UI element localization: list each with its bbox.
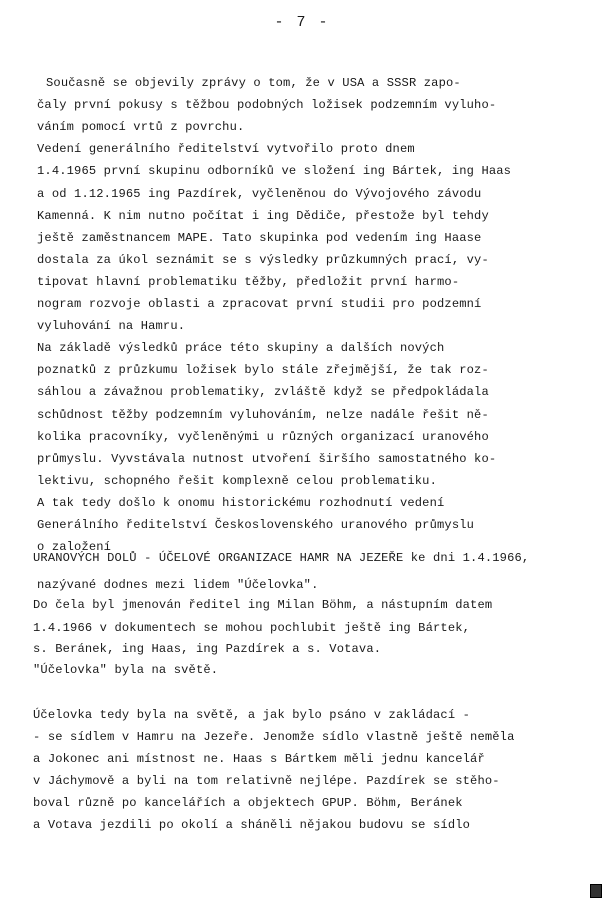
text-line: s. Beránek, ing Haas, ing Pazdírek a s. Votava. — [33, 642, 382, 656]
text-line: a Votava jezdili po okolí a sháněli nějakou budovu se sídlo — [33, 818, 471, 832]
text-line: - se sídlem v Hamru na Jezeře. Jenomže sídlo vlastně ještě neměla — [33, 730, 515, 744]
text-line: lektivu, schopného řešit komplexně celou problematiku. — [37, 473, 438, 488]
text-line: "Účelovka" byla na světě. — [33, 663, 219, 677]
text-line: URANOVÝCH DOLŮ - ÚČELOVÉ ORGANIZACE HAMR NA JEZEŘE ke dni 1.4.1966, — [33, 551, 530, 565]
text-line: a Jokonec ani místnost ne. Haas s Bártkem měli jednu kancelář — [33, 752, 485, 766]
text-line: nogram rozvoje oblasti a zpracovat první studii pro podzemní — [37, 297, 482, 311]
text-line: Generálního ředitelství Československého uranového průmyslu — [37, 518, 475, 532]
text-line: dostala za úkol seznámit se s výsledky průzkumných prací, vy- — [37, 252, 489, 267]
text-line: Na základě výsledků práce této skupiny a dalších nových — [37, 341, 445, 356]
page-number: - 7 - — [274, 14, 330, 31]
text-line: a od 1.12.1965 ing Pazdírek, vyčleněnou do Vývojového závodu — [37, 186, 482, 201]
text-line: poznatků z průzkumu ložisek bylo stále zřejmější, že tak roz- — [37, 363, 489, 378]
text-line: tipovat hlavní problematiku těžby, předložit první harmo- — [37, 274, 460, 289]
text-line: v Jáchymově a byli na tom relativně nejlépe. Pazdírek se stěho- — [33, 774, 500, 788]
text-line: boval různě po kancelářích a objektech GPUP. Böhm, Beránek — [33, 796, 463, 810]
text-line: schůdnost těžby podzemním vyluhováním, nelze nadále řešit ně- — [37, 407, 489, 422]
text-line: sáhlou a závažnou problematiky, zvláště když se předpokládala — [37, 385, 489, 400]
text-line: průmyslu. Vyvstávala nutnost utvoření širšího samostatného ko- — [37, 451, 497, 466]
text-line: kolika pracovníky, vyčleněnými u různých organizací uranového — [37, 429, 489, 444]
text-line: čaly první pokusy s těžbou podobných ložisek podzemním vyluho- — [37, 98, 497, 113]
text-line: Vedení generálního ředitelství vytvořilo proto dnem — [37, 142, 415, 157]
text-line: Do čela byl jmenován ředitel ing Milan Böhm, a nástupním datem — [33, 598, 493, 612]
text-line: o založení — [37, 540, 112, 555]
text-line: ještě zaměstnancem MAPE. Tato skupinka pod vedením ing Haase — [37, 230, 482, 245]
text-line: 1.4.1966 v dokumentech se mohou pochlubit ještě ing Bártek, — [33, 621, 471, 635]
text-line: vyluhování na Hamru. — [37, 319, 186, 334]
text-line: Současně se objevily zprávy o tom, že v USA a SSSR zapo- — [46, 76, 461, 90]
text-line: váním pomocí vrtů z povrchu. — [37, 120, 245, 135]
text-line: Účelovka tedy byla na světě, a jak bylo psáno v zakládací - — [33, 708, 471, 722]
text-line: Kamenná. K nim nutno počítat i ing Dědiče, přestože byl tehdy — [37, 208, 489, 223]
text-line: 1.4.1965 první skupinu odborníků ve složení ing Bártek, ing Haas — [37, 164, 512, 179]
scan-corner-mark — [590, 884, 602, 898]
text-line: A tak tedy došlo k onomu historickému rozhodnutí vedení — [37, 495, 445, 510]
text-line: nazývané dodnes mezi lidem "Účelovka". — [37, 578, 319, 592]
